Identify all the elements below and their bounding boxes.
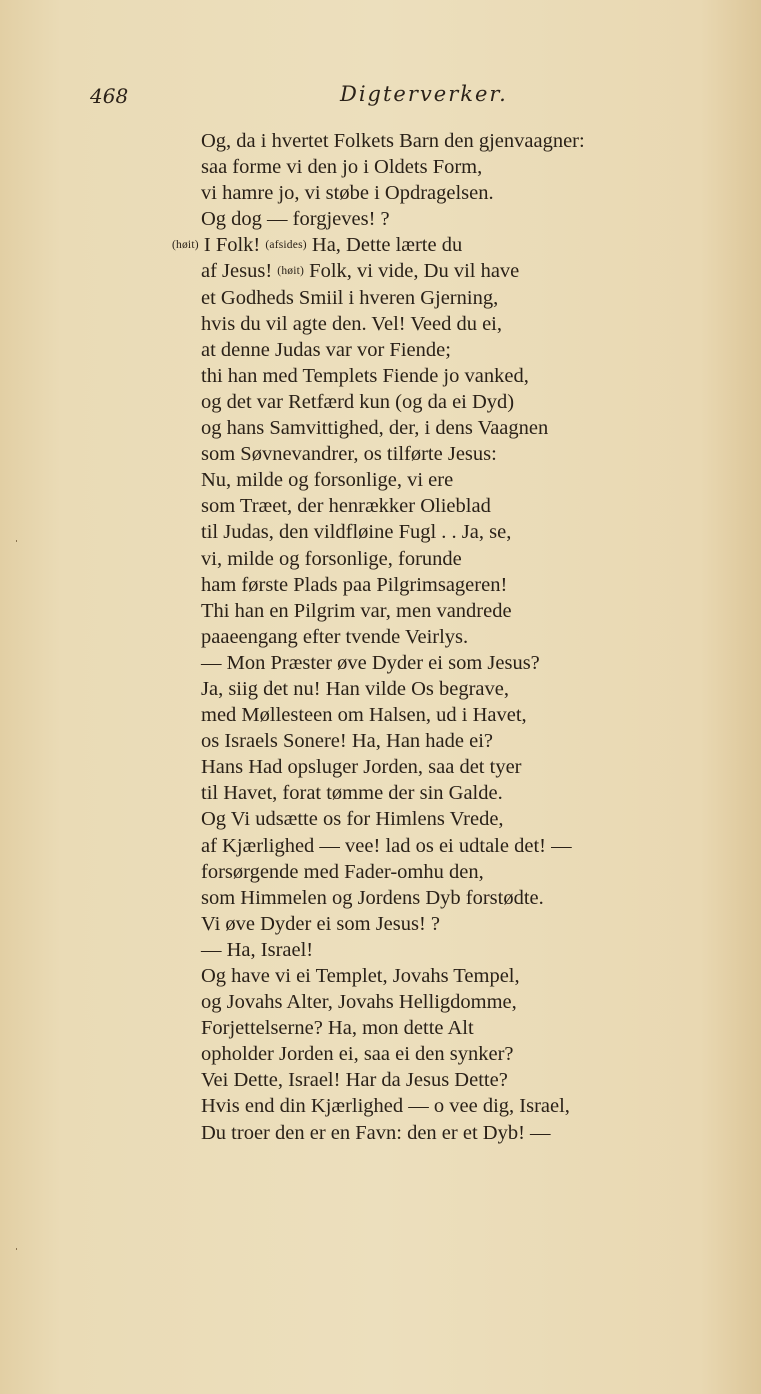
poem-line: og hans Samvittighed, der, i dens Vaagnen	[201, 417, 549, 440]
poem-line: — Ha, Israel!	[201, 938, 314, 961]
poem-line: som Søvnevandrer, os tilførte Jesus:	[201, 443, 497, 466]
poem-line: Forjettelserne? Ha, mon dette Alt	[201, 1017, 474, 1040]
poem-line: og det var Retfærd kun (og da ei Dyd)	[201, 390, 515, 413]
poem-line: — Mon Præster øve Dyder ei som Jesus?	[201, 651, 540, 674]
poem-line: til Havet, forat tømme der sin Galde.	[201, 782, 503, 805]
poem-line: Og Vi udsætte os for Himlens Vrede,	[201, 808, 504, 831]
line-segment: I Folk!	[198, 234, 266, 257]
poem-line: Vei Dette, Israel! Har da Jesus Dette?	[201, 1069, 508, 1092]
poem-line: vi hamre jo, vi støbe i Opdragelsen.	[201, 182, 494, 205]
poem-line: ham første Plads paa Pilgrimsageren!	[201, 573, 508, 596]
margin-mark	[16, 1248, 17, 1250]
poem-line: Thi han en Pilgrim var, men vandrede	[201, 599, 512, 622]
line-segment: Folk, vi vide, Du vil have	[304, 260, 520, 283]
poem-line: til Judas, den vildfløine Fugl . . Ja, se,	[201, 521, 512, 544]
poem-body	[172, 128, 721, 1146]
poem-line: af Kjærlighed — vee! lad os ei udtale det! —	[201, 834, 572, 857]
poem-line	[201, 258, 721, 284]
poem-line: et Godheds Smiil i hveren Gjerning,	[201, 286, 499, 309]
poem-line: forsørgende med Fader-omhu den,	[201, 860, 484, 883]
poem-line: og Jovahs Alter, Jovahs Helligdomme,	[201, 991, 517, 1014]
poem-line: med Møllesteen om Halsen, ud i Havet,	[201, 704, 527, 727]
poem-line: Hvis end din Kjærlighed — o vee dig, Israel,	[201, 1095, 570, 1118]
poem-line: vi, milde og forsonlige, forunde	[201, 547, 462, 570]
poem-line: Og dog — forgjeves! ?	[201, 208, 390, 231]
poem-line: som Himmelen og Jordens Dyb forstødte.	[201, 886, 544, 909]
stage-direction: (høit)	[172, 239, 199, 252]
page-number: 468	[90, 84, 129, 108]
poem-line: som Træet, der henrækker Olieblad	[201, 495, 491, 518]
poem-line: at denne Judas var vor Fiende;	[201, 338, 451, 361]
line-segment: af Jesus!	[201, 260, 278, 283]
poem-line: os Israels Sonere! Ha, Han hade ei?	[201, 730, 494, 753]
poem-line: hvis du vil agte den. Vel! Veed du ei,	[201, 312, 502, 335]
poem-line: Og, da i hvertet Folkets Barn den gjenvaagner:	[201, 130, 585, 152]
poem-line: paaeengang efter tvende Veirlys.	[201, 625, 469, 648]
poem-line: thi han med Templets Fiende jo vanked,	[201, 364, 529, 387]
poem-line: Du troer den er en Favn: den er et Dyb! —	[201, 1121, 551, 1144]
page-header	[0, 80, 761, 114]
stage-direction: (høit)	[277, 265, 305, 278]
poem-line: Ja, siig det nu! Han vilde Os begrave,	[201, 677, 509, 700]
poem-line: saa forme vi den jo i Oldets Form,	[201, 156, 483, 179]
poem-line: Og have vi ei Templet, Jovahs Tempel,	[201, 965, 520, 987]
poem-line: Nu, milde og forsonlige, vi ere	[201, 469, 454, 492]
running-title: Digterverker.	[340, 82, 508, 106]
poem-line: opholder Jorden ei, saa ei den synker?	[201, 1043, 514, 1066]
poem-line	[172, 232, 721, 258]
stage-direction: (afsides)	[265, 239, 307, 252]
margin-mark	[16, 540, 17, 542]
poem-line: Hans Had opsluger Jorden, saa det tyer	[201, 756, 522, 779]
poem-line: Vi øve Dyder ei som Jesus! ?	[201, 912, 441, 935]
line-segment: Ha, Dette lærte du	[306, 234, 463, 257]
